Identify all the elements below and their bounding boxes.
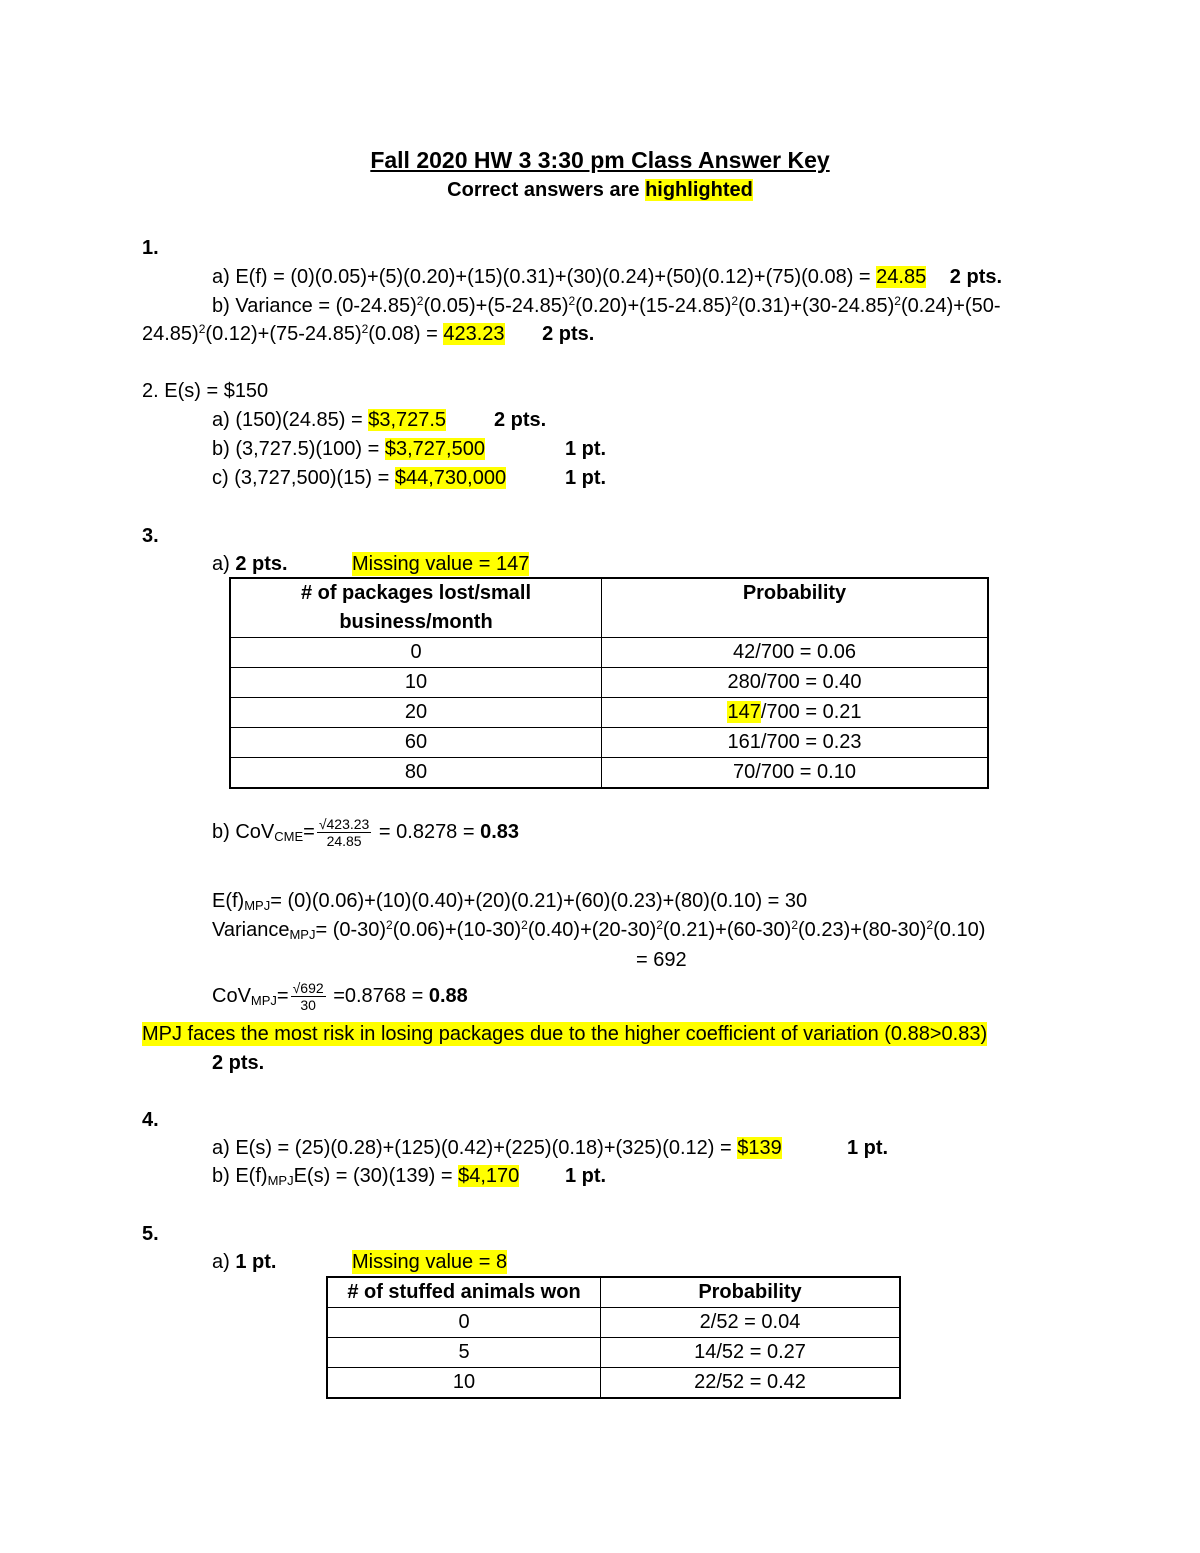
q4-b-pts: 1 pt. bbox=[565, 1165, 607, 1187]
table-cell: 161/700 = 0.23 bbox=[602, 728, 989, 758]
subscript: MPJ bbox=[250, 993, 277, 1008]
q3-a-pts: 2 pts. bbox=[235, 553, 288, 575]
q1-number: 1. bbox=[142, 237, 159, 259]
q1-a bbox=[212, 265, 1002, 289]
fraction-denominator: 30 bbox=[300, 997, 316, 1014]
q3-cov bbox=[212, 976, 468, 1021]
superscript: 2 bbox=[198, 322, 206, 336]
q2-c-pts: 1 pt. bbox=[565, 467, 607, 489]
q1-a-pts: 2 pts. bbox=[949, 266, 1003, 288]
q1-b-part: 24.85) bbox=[142, 323, 199, 345]
q2-a-answer: $3,727.5 bbox=[368, 409, 447, 431]
table-row bbox=[230, 698, 988, 728]
equals: = bbox=[276, 985, 289, 1007]
q4-b bbox=[212, 1164, 519, 1193]
table-cell bbox=[602, 698, 989, 728]
table-cell: 42/700 = 0.06 bbox=[602, 638, 989, 668]
q1-b-part: b) Variance = (0-24.85) bbox=[212, 295, 417, 317]
q2-c bbox=[212, 466, 506, 490]
fraction-denominator: 24.85 bbox=[326, 833, 362, 850]
q1-b-part: (0.24)+(50- bbox=[900, 295, 1001, 317]
subtitle-prefix: Correct answers are bbox=[447, 179, 646, 201]
superscript: 2 bbox=[791, 918, 799, 932]
q4-a-text: a) E(s) = (25)(0.28)+(125)(0.42)+(225)(0.18)+(325)(0.12) = bbox=[212, 1137, 738, 1159]
table-cell-text: /700 = 0.21 bbox=[760, 701, 862, 723]
q2-b-text: b) (3,727.5)(100) = bbox=[212, 438, 385, 460]
q5-number: 5. bbox=[142, 1223, 159, 1245]
table-row bbox=[230, 728, 988, 758]
q4-number: 4. bbox=[142, 1109, 159, 1131]
q3-var-part: (0.23)+(80-30) bbox=[798, 919, 927, 941]
table-cell: 2/52 = 0.04 bbox=[601, 1308, 901, 1338]
q2-c-answer: $44,730,000 bbox=[394, 467, 507, 489]
q3-variance bbox=[212, 918, 985, 947]
superscript: 2 bbox=[568, 294, 576, 308]
q3-ef-text: = (0)(0.06)+(10)(0.40)+(20)(0.21)+(60)(0.23)+(80)(0.10) = 30 bbox=[270, 890, 808, 912]
q4-a bbox=[212, 1136, 782, 1160]
q5-a-prefix: a) bbox=[212, 1251, 236, 1273]
table-cell: 10 bbox=[230, 668, 602, 698]
table-header-cell: Probability bbox=[602, 578, 989, 638]
q2-a-text: a) (150)(24.85) = bbox=[212, 409, 369, 431]
highlighted-value: 147 bbox=[727, 701, 761, 723]
q1-b-line2 bbox=[142, 322, 594, 346]
table-header-cell: # of packages lost/small business/month bbox=[230, 578, 602, 638]
subscript: MPJ bbox=[244, 898, 271, 913]
superscript: 2 bbox=[894, 294, 901, 308]
q1-b-part: (0.05)+(5-24.85) bbox=[423, 295, 569, 317]
fraction bbox=[317, 816, 372, 849]
table-header-row bbox=[327, 1277, 900, 1308]
q1-a-text: a) E(f) = (0)(0.05)+(5)(0.20)+(15)(0.31)+(30)(0.24)+(50)(0.12)+(75)(0.08) = bbox=[212, 266, 877, 288]
equals: = bbox=[303, 821, 315, 843]
table-cell: 14/52 = 0.27 bbox=[601, 1338, 901, 1368]
q1-b-part: (0.20)+(15-24.85) bbox=[575, 295, 732, 317]
subscript: MPJ bbox=[267, 1173, 294, 1188]
fraction-numerator: √692 bbox=[292, 980, 324, 997]
superscript: 2 bbox=[361, 322, 369, 336]
q3-a-label bbox=[212, 552, 288, 576]
table-row bbox=[327, 1308, 900, 1338]
q3-var-prefix: Variance bbox=[212, 919, 290, 941]
q5-table bbox=[326, 1276, 901, 1399]
q2-a bbox=[212, 408, 446, 432]
table-cell: 60 bbox=[230, 728, 602, 758]
superscript: 2 bbox=[926, 918, 934, 932]
page-subtitle bbox=[0, 178, 1200, 202]
superscript: 2 bbox=[656, 918, 663, 932]
q1-b-part: (0.31)+(30-24.85) bbox=[738, 295, 895, 317]
q2-c-text: c) (3,727,500)(15) = bbox=[212, 467, 395, 489]
q1-b-answer: 423.23 bbox=[443, 323, 505, 345]
fraction-numerator: √423.23 bbox=[318, 816, 370, 833]
q3-var-part: (0.40)+(20-30) bbox=[527, 919, 657, 941]
q3-var-part: (0.10) bbox=[933, 919, 986, 941]
q3-variance-result: = 692 bbox=[636, 949, 687, 971]
q3-b bbox=[212, 812, 519, 857]
q3-table bbox=[229, 577, 989, 789]
superscript: 2 bbox=[416, 294, 424, 308]
table-cell: 5 bbox=[327, 1338, 601, 1368]
q2-head: 2. E(s) = $150 bbox=[142, 380, 269, 402]
table-row bbox=[230, 638, 988, 668]
q3-cov-prefix: CoV bbox=[212, 985, 251, 1007]
q3-b-result: = 0.8278 = bbox=[373, 821, 481, 843]
q5-missing-value: Missing value = 8 bbox=[352, 1251, 508, 1273]
subscript: MPJ bbox=[289, 927, 316, 942]
q4-b-answer: $4,170 bbox=[458, 1165, 520, 1187]
q3-var-part: (0.06)+(10-30) bbox=[392, 919, 522, 941]
q1-b-part: (0.08) = bbox=[368, 323, 444, 345]
page-title: Fall 2020 HW 3 3:30 pm Class Answer Key bbox=[370, 147, 830, 173]
q3-ef bbox=[212, 889, 807, 918]
q3-conclusion-pts: 2 pts. bbox=[212, 1052, 265, 1074]
q2-a-pts: 2 pts. bbox=[494, 409, 547, 431]
q3-conclusion: MPJ faces the most risk in losing packages due to the higher coefficient of variation (0.88>0.83) bbox=[142, 1023, 988, 1045]
table-cell: 22/52 = 0.42 bbox=[601, 1368, 901, 1399]
table-row bbox=[230, 758, 988, 789]
q1-b-part: (0.12)+(75-24.85) bbox=[205, 323, 362, 345]
q3-missing-value: Missing value = 147 bbox=[352, 553, 530, 575]
q2-b-pts: 1 pt. bbox=[565, 438, 607, 460]
q1-a-answer: 24.85 bbox=[876, 266, 927, 288]
q4-b-prefix: b) E(f) bbox=[212, 1165, 268, 1187]
q3-cov-answer: 0.88 bbox=[428, 985, 468, 1007]
superscript: 2 bbox=[386, 918, 393, 932]
q1-b-pts: 2 pts. bbox=[542, 323, 595, 345]
q5-a-pts: 1 pt. bbox=[235, 1251, 277, 1273]
q3-number: 3. bbox=[142, 525, 159, 547]
table-row bbox=[230, 668, 988, 698]
q4-b-text: E(s) = (30)(139) = bbox=[293, 1165, 459, 1187]
table-cell: 80 bbox=[230, 758, 602, 789]
table-cell: 280/700 = 0.40 bbox=[602, 668, 989, 698]
table-cell: 0 bbox=[327, 1308, 601, 1338]
subscript: CME bbox=[274, 829, 304, 844]
subtitle-highlight: highlighted bbox=[645, 179, 753, 201]
fraction bbox=[291, 980, 326, 1013]
table-row bbox=[327, 1368, 900, 1399]
table-cell: 20 bbox=[230, 698, 602, 728]
table-header-cell: Probability bbox=[601, 1277, 901, 1308]
table-header-cell: # of stuffed animals won bbox=[327, 1277, 601, 1308]
table-header-row bbox=[230, 578, 988, 638]
table-cell: 70/700 = 0.10 bbox=[602, 758, 989, 789]
q3-var-part: = (0-30) bbox=[315, 919, 387, 941]
q3-var-part: (0.21)+(60-30) bbox=[662, 919, 792, 941]
q3-ef-prefix: E(f) bbox=[212, 890, 245, 912]
table-cell: 10 bbox=[327, 1368, 601, 1399]
superscript: 2 bbox=[731, 294, 739, 308]
table-row bbox=[327, 1338, 900, 1368]
q1-b-line1 bbox=[212, 294, 1000, 318]
q3-cov-result: =0.8768 = bbox=[327, 985, 429, 1007]
q2-b bbox=[212, 437, 485, 461]
superscript: 2 bbox=[521, 918, 528, 932]
q5-a-label bbox=[212, 1250, 276, 1274]
q3-b-prefix: b) CoV bbox=[212, 821, 275, 843]
q2-b-answer: $3,727,500 bbox=[384, 438, 485, 460]
table-cell: 0 bbox=[230, 638, 602, 668]
q4-a-answer: $139 bbox=[737, 1137, 782, 1159]
q3-a-prefix: a) bbox=[212, 553, 236, 575]
q4-a-pts: 1 pt. bbox=[847, 1137, 889, 1159]
q3-b-answer: 0.83 bbox=[480, 821, 520, 843]
